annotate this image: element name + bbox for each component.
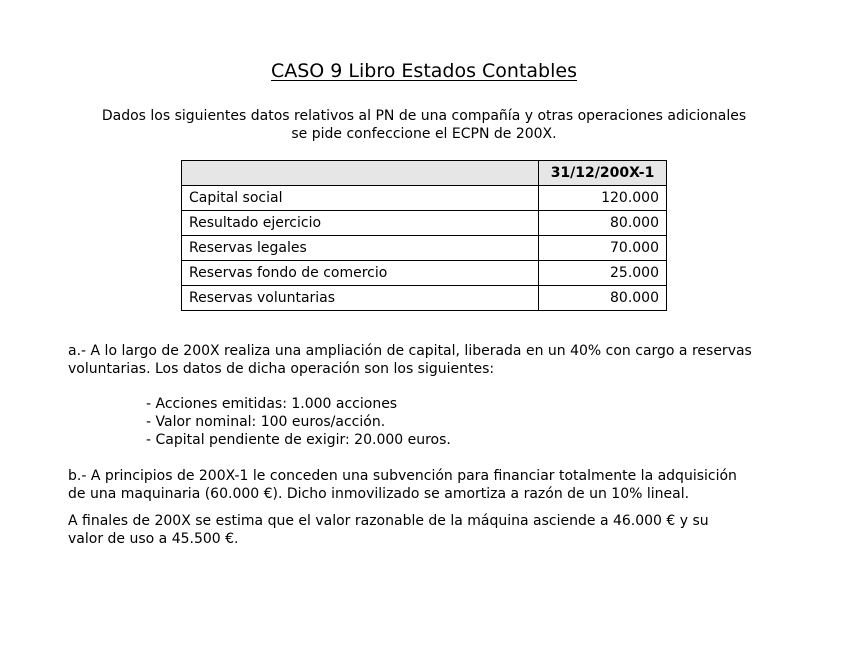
row-label: Capital social <box>182 186 539 211</box>
table-row <box>182 211 667 236</box>
table-row <box>182 236 667 261</box>
table-header-blank <box>182 161 539 186</box>
paragraph-b-line-1: b.- A principios de 200X-1 le conceden una subvención para financiar totalmente la adquisición <box>68 468 737 484</box>
row-value: 120.000 <box>539 186 667 211</box>
row-value: 80.000 <box>539 286 667 311</box>
row-value: 80.000 <box>539 211 667 236</box>
paragraph-a-line-2: voluntarias. Los datos de dicha operación son los siguientes: <box>68 361 495 377</box>
paragraph-c <box>68 512 788 548</box>
list-item: - Capital pendiente de exigir: 20.000 euros. <box>146 432 451 448</box>
paragraph-a-line-1: a.- A lo largo de 200X realiza una ampliación de capital, liberada en un 40% con cargo a reservas <box>68 343 752 359</box>
row-value: 70.000 <box>539 236 667 261</box>
row-label: Resultado ejercicio <box>182 211 539 236</box>
operation-details-list <box>146 395 451 449</box>
list-item: - Valor nominal: 100 euros/acción. <box>146 414 386 430</box>
paragraph-b-line-2: de una maquinaria (60.000 €). Dicho inmovilizado se amortiza a razón de un 10% lineal. <box>68 486 690 502</box>
table-row <box>182 261 667 286</box>
paragraph-b <box>68 467 788 503</box>
table-header-row <box>182 161 667 186</box>
equity-table <box>181 160 667 311</box>
paragraph-c-line-2: valor de uso a 45.500 €. <box>68 531 239 547</box>
intro-paragraph <box>74 107 774 143</box>
intro-line-2: se pide confeccione el ECPN de 200X. <box>291 126 557 142</box>
table-row <box>182 186 667 211</box>
row-label: Reservas voluntarias <box>182 286 539 311</box>
row-label: Reservas legales <box>182 236 539 261</box>
paragraph-a <box>68 342 788 378</box>
document-title: CASO 9 Libro Estados Contables <box>270 60 577 82</box>
row-value: 25.000 <box>539 261 667 286</box>
paragraph-c-line-1: A finales de 200X se estima que el valor razonable de la máquina asciende a 46.000 € y su <box>68 513 709 529</box>
intro-line-1: Dados los siguientes datos relativos al PN de una compañía y otras operaciones adicionales <box>101 108 747 124</box>
table-row <box>182 286 667 311</box>
list-item: - Acciones emitidas: 1.000 acciones <box>146 396 398 412</box>
table-header-date: 31/12/200X-1 <box>539 161 667 186</box>
row-label: Reservas fondo de comercio <box>182 261 539 286</box>
